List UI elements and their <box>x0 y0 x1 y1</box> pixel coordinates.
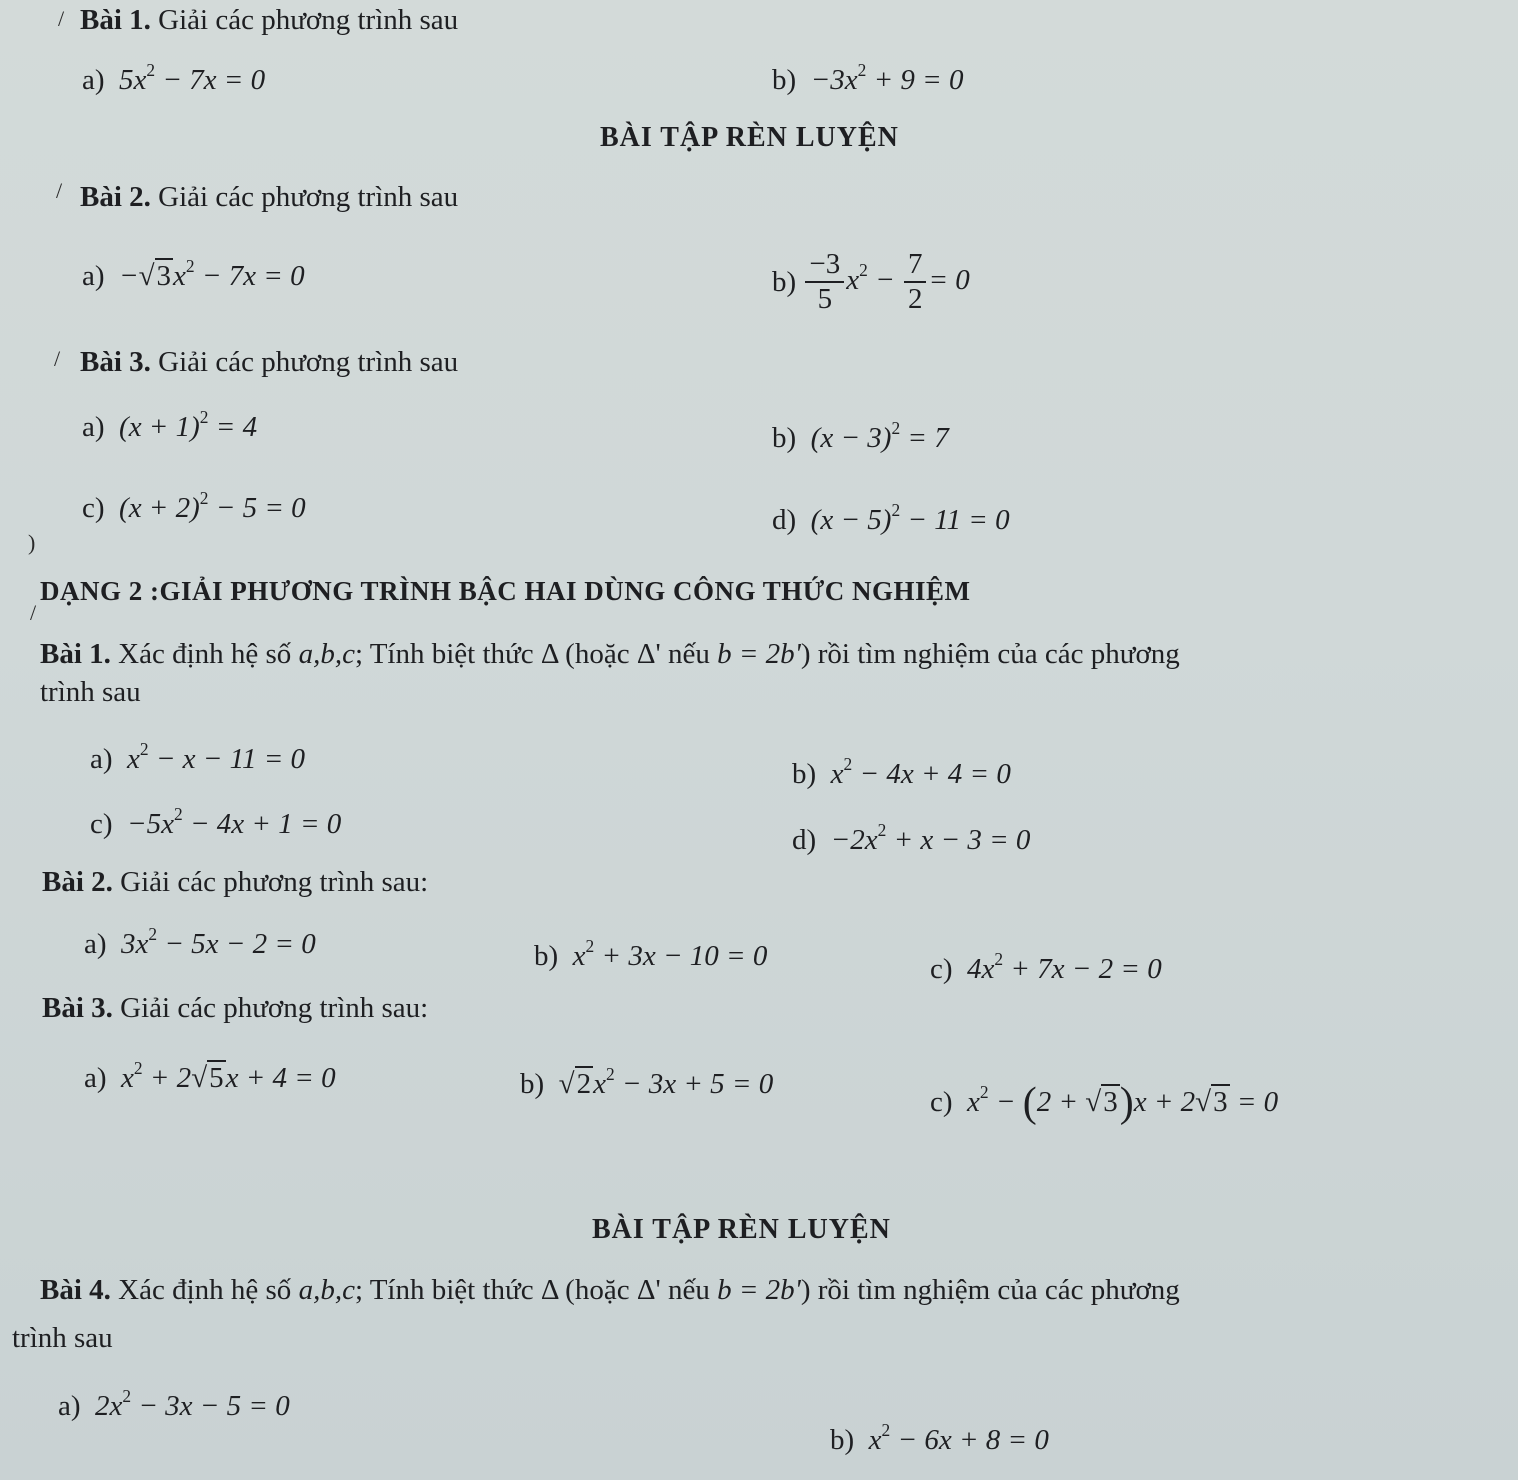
exercise-2b: b) $\frac{-3}{5}$ $x^2$ − $\frac{7}{2}$ = 0 <box>772 248 970 316</box>
equation: $-3x^2 + 9 = 0$ <box>803 59 964 96</box>
equation: $\frac{-3}{5}$ $x^2$ − $\frac{7}{2}$ = 0 <box>803 264 969 296</box>
exercise-d1-text-line2: trình sau <box>40 676 141 708</box>
exercise-d4a: a) $2x^2 - 3x - 5 = 0$ <box>58 1385 290 1422</box>
equation: $x^2 + 3x - 10 = 0$ <box>565 935 768 972</box>
exercise-3a: a) $(x + 1)^2 = 4$ <box>82 406 258 443</box>
exercise-d3b: b) $√2x^2 - 3x + 5 = 0$ <box>520 1063 774 1100</box>
exercise-1b: $b) -3x^2 + 9 = 0$ <box>772 59 964 96</box>
exercise-3c: c) $(x + 2)^2 - 5 = 0$ <box>82 487 306 524</box>
exercise-d2-header: Bài 2. Giải các phương trình sau: <box>42 866 429 898</box>
exercise-d3a: a) $x^2 + 2√5x + 4 = 0$ <box>84 1057 336 1094</box>
equation: $x^2 - (2 + √3)x + 2√3 = 0$ <box>959 1080 1279 1127</box>
exercise-2a: $a) -√3x^2 - 7x = 0$ <box>82 255 305 292</box>
equation: $3x^2 - 5x - 2 = 0$ <box>113 923 316 960</box>
section-heading: BÀI TẬP RÈN LUYỆN <box>600 122 899 153</box>
equation: $(x + 2)^2 - 5 = 0$ <box>111 487 306 524</box>
exercise-d1b: b) $x^2 - 4x + 4 = 0$ <box>792 753 1011 790</box>
exercise-d1c: $c) -5x^2 - 4x + 1 = 0$ <box>90 803 342 840</box>
section-heading: DẠNG 2 :GIẢI PHƯƠNG TRÌNH BẬC HAI DÙNG CÔNG THỨC NGHIỆM <box>40 576 971 606</box>
exercise-d3-header: Bài 3. Giải các phương trình sau: <box>42 992 429 1024</box>
equation: $x^2 - x - 11 = 0$ <box>119 738 306 775</box>
equation: $-√3x^2 - 7x = 0$ <box>111 255 305 292</box>
exercise-d2c: c) $4x^2 + 7x - 2 = 0$ <box>930 948 1162 985</box>
equation: $-2x^2 + x - 3 = 0$ <box>823 819 1031 856</box>
exercise-d4-text-line2: trình sau <box>12 1322 113 1354</box>
equation: $x^2 - 6x + 8 = 0$ <box>861 1419 1049 1456</box>
exercise-3d: d) $(x - 5)^2 - 11 = 0$ <box>772 499 1010 536</box>
exercise-d1d: $d) -2x^2 + x - 3 = 0$ <box>792 819 1031 856</box>
equation: $5x^2 - 7x = 0$ <box>111 59 266 96</box>
equation: $x^2 + 2√5x + 4 = 0$ <box>113 1057 336 1094</box>
exercise-d1a: a) $x^2 - x - 11 = 0$ <box>90 738 306 775</box>
pen-mark: / <box>56 178 63 203</box>
equation: $x^2 - 4x + 4 = 0$ <box>823 753 1011 790</box>
exercise-1-header: Bài 1. Giải các phương trình sau <box>80 4 459 36</box>
exercise-3b: b) $(x - 3)^2 = 7$ <box>772 417 949 454</box>
pen-mark: ) <box>28 530 36 555</box>
equation: $2x^2 - 3x - 5 = 0$ <box>87 1385 290 1422</box>
exercise-3-header: Bài 3. Giải các phương trình sau <box>80 346 459 378</box>
pen-mark: / <box>30 600 37 625</box>
exercise-1a: a) $5x^2 - 7x = 0$ <box>82 59 266 96</box>
pen-mark: / <box>54 346 61 371</box>
exercise-d4-text: Bài 4. Xác định hệ số a,b,c; Tính biệt thức Δ (hoặc Δ' nếu b = 2b') rồi tìm nghiệm của các phương <box>40 1274 1180 1306</box>
equation: $-5x^2 - 4x + 1 = 0$ <box>119 803 342 840</box>
equation: $(x - 3)^2 = 7$ <box>803 417 949 454</box>
section-heading: BÀI TẬP RÈN LUYỆN <box>592 1214 891 1245</box>
exercise-d1-text: Bài 1. Xác định hệ số a,b,c; Tính biệt thức Δ (hoặc Δ' nếu b = 2b') rồi tìm nghiệm của các phương <box>40 638 1180 670</box>
pen-mark: / <box>58 6 65 31</box>
exercise-d2b: b) $x^2 + 3x - 10 = 0$ <box>534 935 768 972</box>
equation: $4x^2 + 7x - 2 = 0$ <box>959 948 1162 985</box>
exercise-d2a: a) $3x^2 - 5x - 2 = 0$ <box>84 923 316 960</box>
equation: $√2x^2 - 3x + 5 = 0$ <box>558 1063 774 1100</box>
equation: $(x + 1)^2 = 4$ <box>111 406 258 443</box>
exercise-d4b: b) $x^2 - 6x + 8 = 0$ <box>830 1419 1049 1456</box>
exercise-d3c: c) $x^2 - (2 + √3)x + 2√3 = 0$ <box>930 1080 1279 1127</box>
exercise-2-header: Bài 2. Giải các phương trình sau <box>80 181 459 213</box>
equation: $(x - 5)^2 - 11 = 0$ <box>803 499 1010 536</box>
